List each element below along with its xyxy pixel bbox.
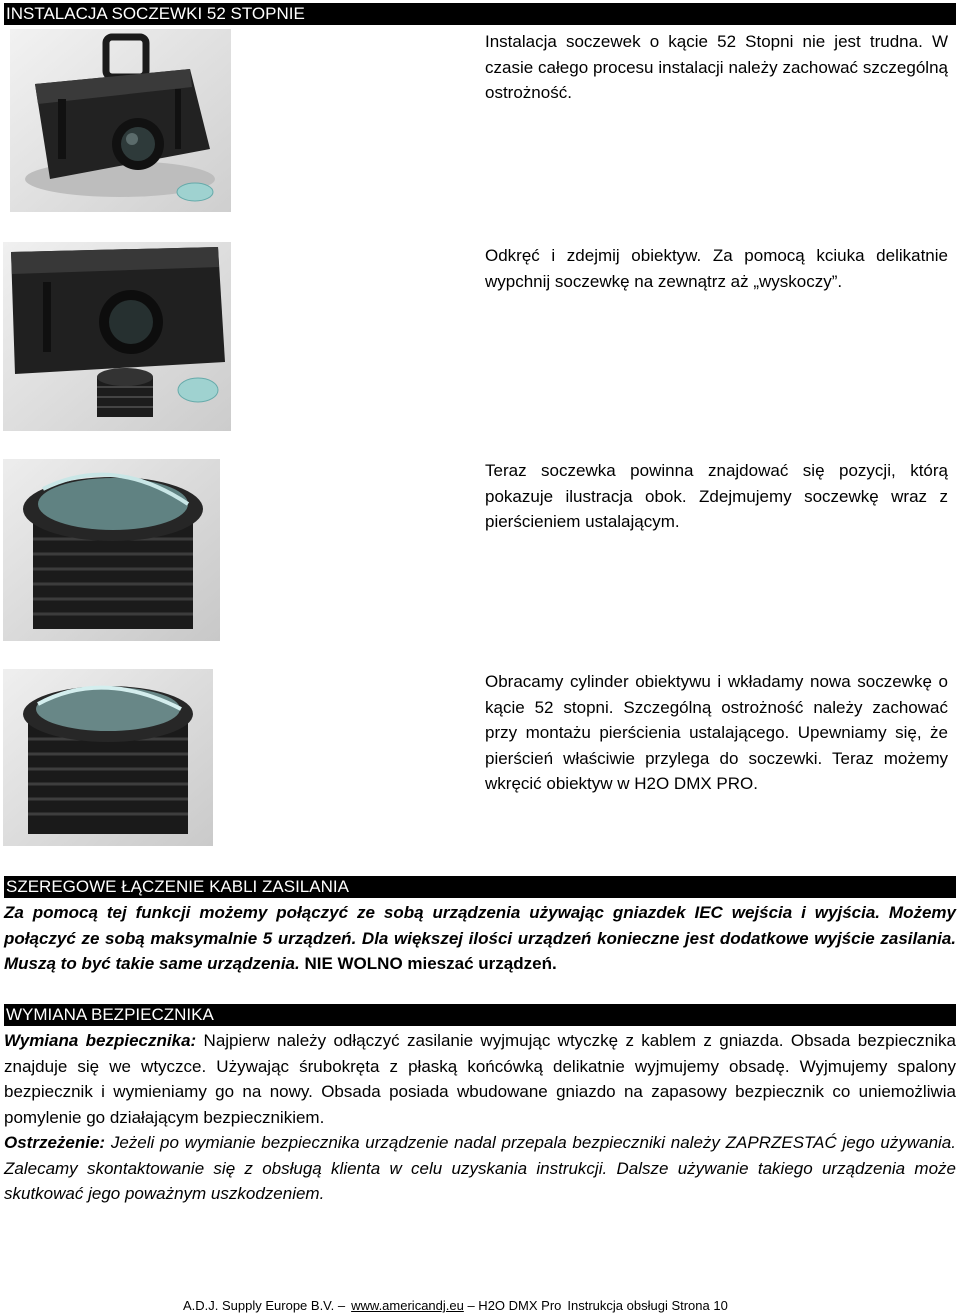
fuse-warning-body: Jeżeli po wymianie bezpiecznika urządzenie nadal przepala bezpieczniki należy ZAPRZESTAĆ jego używania. Zalecamy skontaktowanie się z obsługą klienta w celu uzyskania instrukcji. Dalsze używanie takiego urządzenia może skutkować jego poważnym uszkodzeniem. bbox=[4, 1133, 956, 1203]
fuse-body: Najpierw należy odłączyć zasilanie wyjmując wtyczkę z kablem z gniazda. Obsada bezpiecznika znajduje się we wtyczce. Używając śrubokręta z płaską końcówką delikatnie wyjmujemy obsadę. Wyjmujemy spalony bezpiecznik i wymieniamy go na nowy. Obsada posiada wbudowane gniazdo na zapasowy bezpiecznik co uniemożliwia pomylenie go działającym bezpiecznikiem. bbox=[4, 1031, 956, 1127]
lens-step-4: Obracamy cylinder obiektywu i wkładamy nowa soczewkę o kącie 52 stopni. Szczególną ostrożność należy zachować przy montażu pierścienia ustalającego. Upewniamy się, że pierścień właściwie przylega do soczewki. Teraz możemy wkręcić obiektyw w H2O DMX PRO. bbox=[485, 672, 948, 793]
footer-page-number: Instrukcja obsługi Strona 10 bbox=[567, 1298, 728, 1313]
lens-step-2: Odkręć i zdejmij obiektyw. Za pomocą kciuka delikatnie wypchnij soczewkę na zewnątrz aż „wyskoczy”. bbox=[485, 246, 948, 291]
section-header-fuse: WYMIANA BEZPIECZNIKA bbox=[4, 1004, 956, 1026]
fuse-warning bbox=[4, 1130, 956, 1207]
page-footer bbox=[183, 1298, 734, 1314]
photo-fixture-with-lens bbox=[10, 29, 231, 212]
section-header-power-chaining: SZEREGOWE ŁĄCZENIE KABLI ZASILANIA bbox=[4, 876, 956, 898]
lens-step-3: Teraz soczewka powinna znajdować się pozycji, którą pokazuje ilustracja obok. Zdejmujemy soczewkę wraz z pierścieniem ustalającym. bbox=[485, 461, 948, 531]
footer-product: – H2O DMX Pro bbox=[467, 1298, 562, 1313]
fuse-text bbox=[4, 1028, 956, 1130]
power-chaining-warning: NIE WOLNO mieszać urządzeń. bbox=[304, 954, 557, 973]
footer-website-link[interactable]: www.americandj.eu bbox=[351, 1298, 464, 1313]
power-chaining-body: Za pomocą tej funkcji możemy połączyć ze sobą urządzenia używając gniazdek IEC wejścia i wyjścia. Możemy połączyć ze sobą maksymalnie 5 urządzeń. Dla większej ilości urządzeń konieczne jest dodatkowe wyjście zasilania. Muszą to być takie same urządzenia. bbox=[4, 903, 956, 973]
footer-company: A.D.J. Supply Europe B.V. – bbox=[183, 1298, 346, 1313]
fuse-warning-label: Ostrzeżenie: bbox=[4, 1133, 106, 1152]
power-chaining-text bbox=[4, 900, 956, 977]
photo-new-lens-insert bbox=[3, 669, 213, 846]
lens-step-1: Instalacja soczewek o kącie 52 Stopni nie jest trudna. W czasie całego procesu instalacji należy zachować szczególną ostrożność. bbox=[485, 32, 948, 102]
section-header-lens: INSTALACJA SOCZEWKI 52 STOPNIE bbox=[4, 3, 956, 25]
photo-lens-cylinder bbox=[3, 459, 220, 641]
fuse-label: Wymiana bezpiecznika: bbox=[4, 1031, 197, 1050]
photo-fixture-lens-removed bbox=[3, 242, 231, 431]
